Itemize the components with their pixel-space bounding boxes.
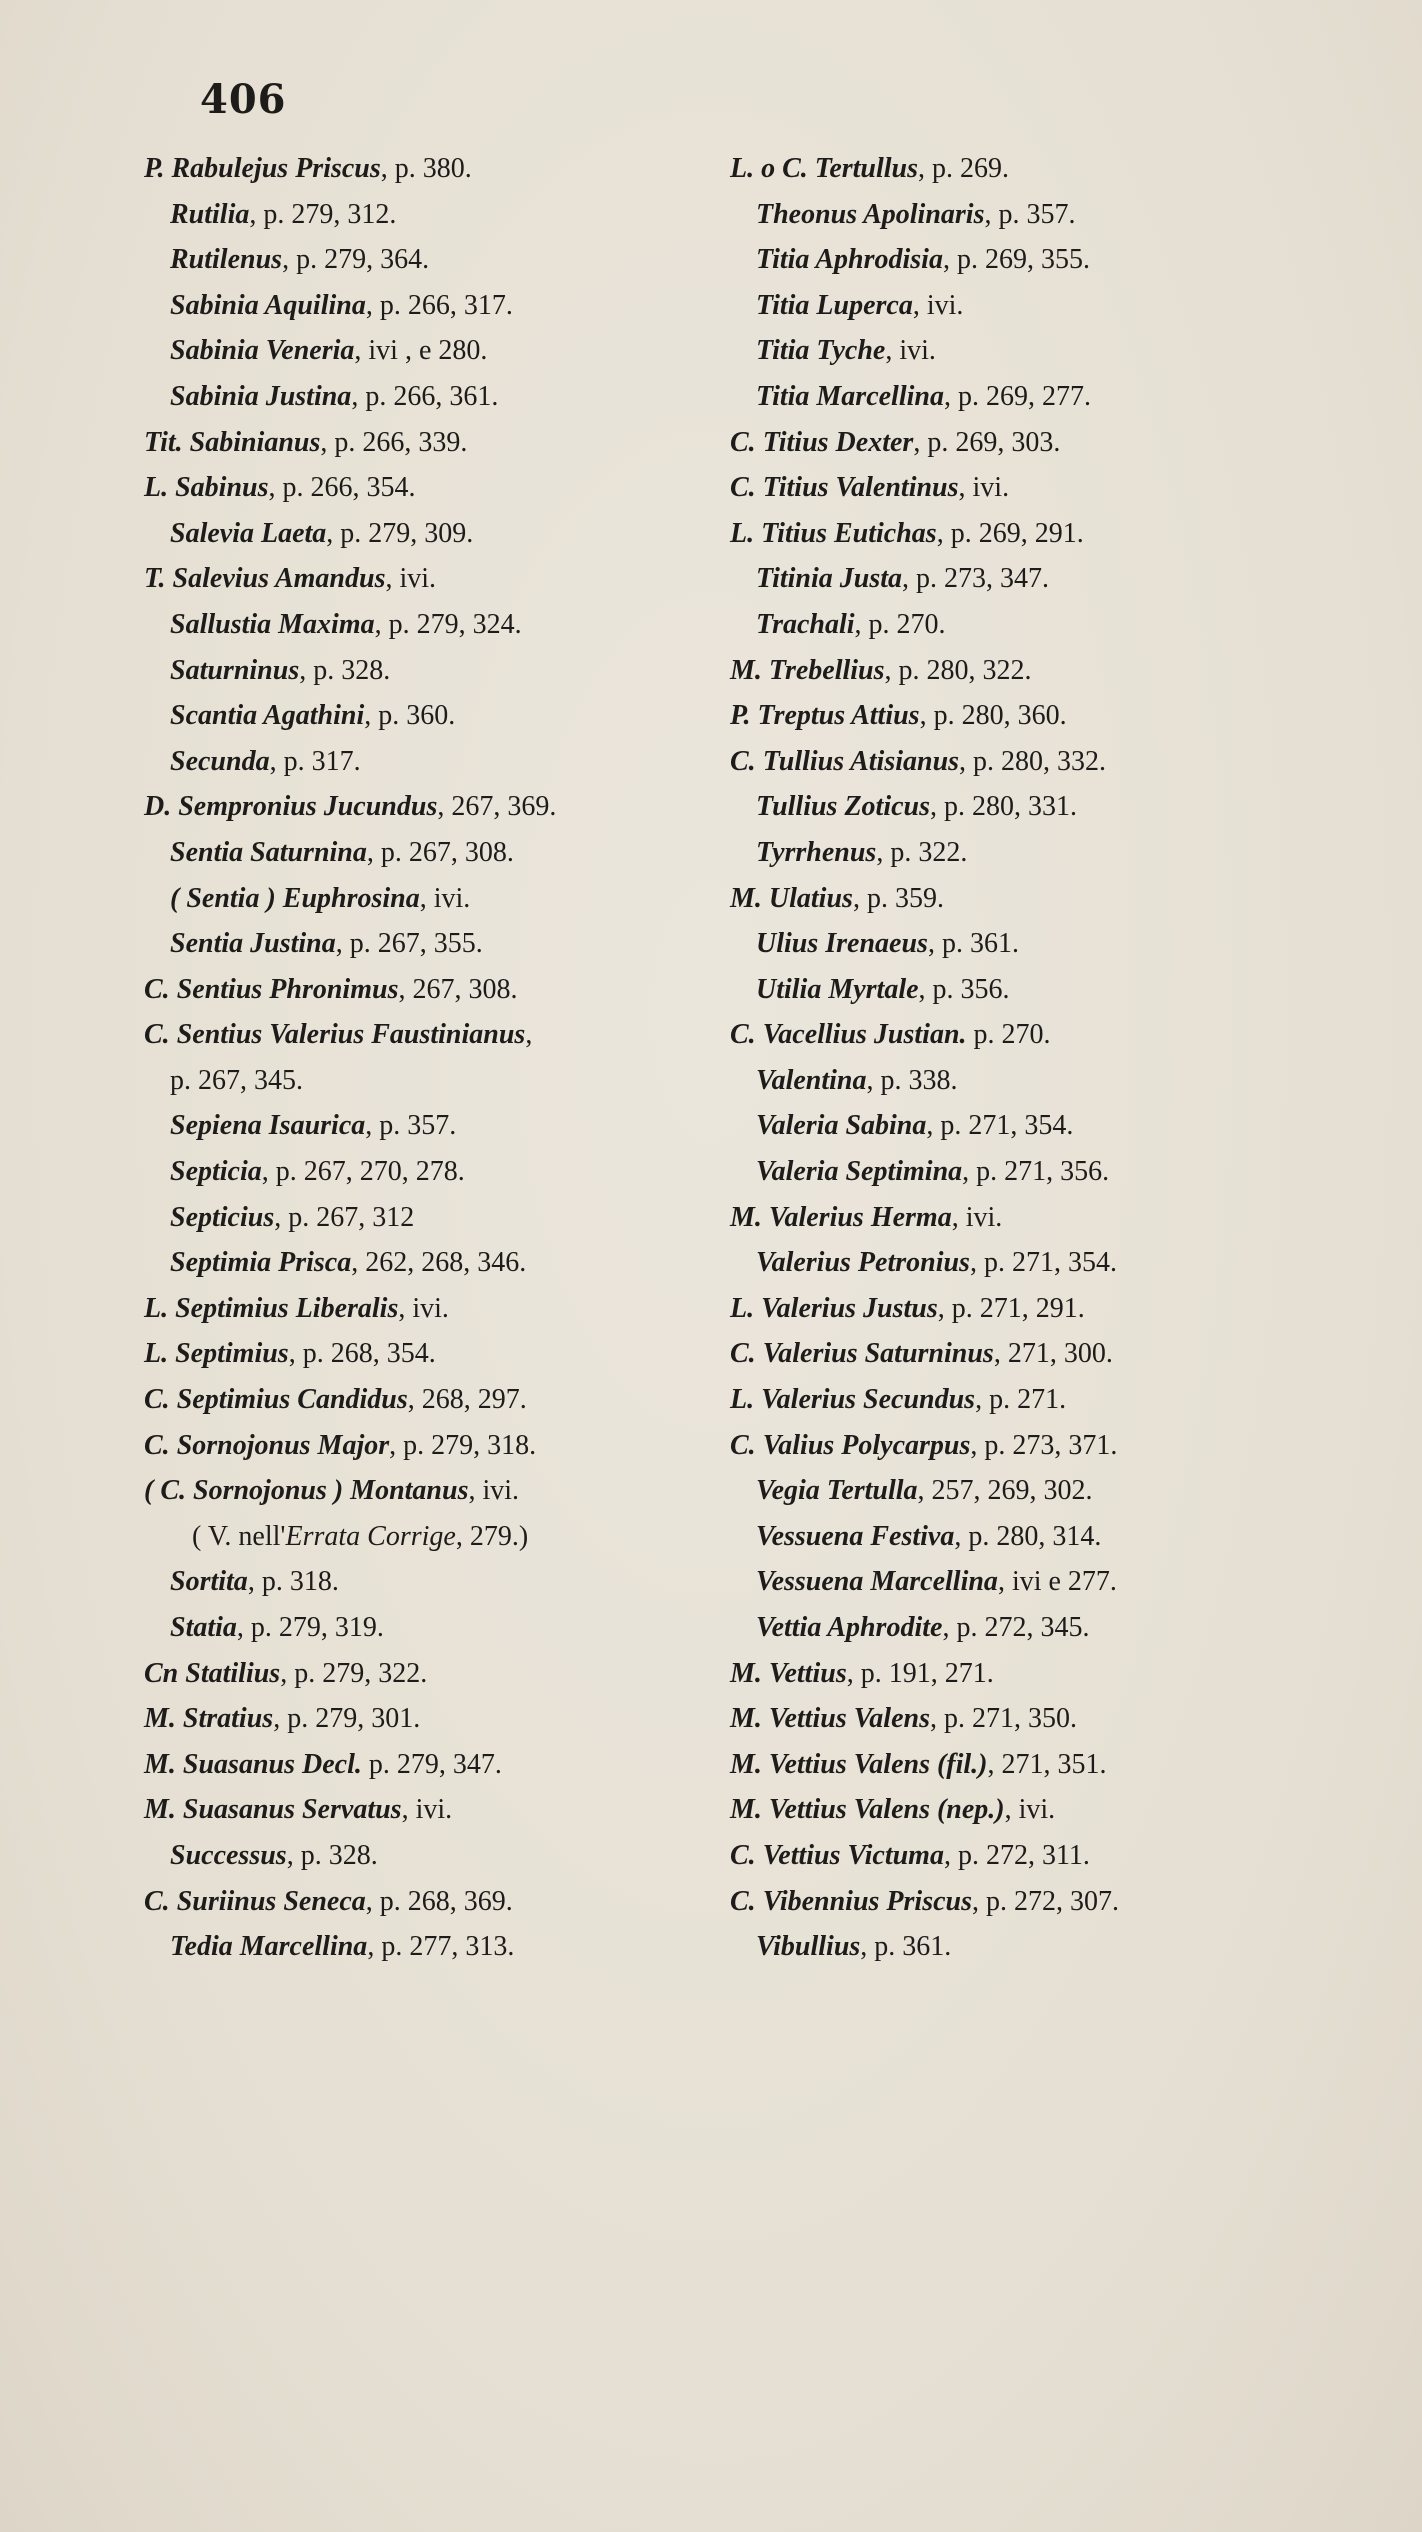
- entry-name: Vettius: [768, 1657, 847, 1689]
- index-entry: [144, 283, 724, 329]
- index-entry: [144, 192, 724, 238]
- entry-name: Septimius Liberalis: [175, 1292, 399, 1324]
- page-reference: , p. 271, 354.: [969, 1247, 1117, 1279]
- index-entry: [730, 1331, 1320, 1377]
- index-entry: [730, 967, 1320, 1013]
- page-reference: , p. 271, 354.: [926, 1110, 1074, 1142]
- page-reference: , p. 267, 270, 278.: [261, 1156, 465, 1188]
- index-entry: [730, 1879, 1320, 1925]
- entry-name: Titia Tyche: [756, 335, 886, 367]
- praenomen: C.: [730, 1338, 763, 1370]
- index-entry: [144, 556, 724, 602]
- page-reference: , ivi.: [1004, 1794, 1056, 1826]
- index-entry: [730, 1195, 1320, 1241]
- page-reference: , p. 266, 361.: [351, 380, 499, 412]
- index-entry: [730, 237, 1320, 283]
- entry-name: Titius Eutichas: [761, 517, 937, 549]
- praenomen: P.: [730, 700, 758, 732]
- page-reference: , p. 357.: [365, 1110, 457, 1142]
- praenomen: P.: [144, 153, 172, 184]
- entry-name: Sabinia Veneria: [170, 335, 355, 367]
- index-entry: [144, 876, 724, 922]
- index-entry: [144, 693, 724, 739]
- errata-title: Errata Corrige: [285, 1520, 456, 1552]
- entry-name: Septicia: [170, 1156, 262, 1188]
- entry-name: Tyrrhenus: [756, 836, 877, 868]
- praenomen: M.: [730, 654, 769, 686]
- page-reference: , p. 280, 322.: [884, 654, 1032, 686]
- page-reference: , ivi , e 280.: [354, 335, 488, 367]
- entry-name: Ulius Irenaeus: [756, 928, 928, 960]
- index-entry: [144, 1559, 724, 1605]
- page-reference: , ivi.: [385, 563, 437, 595]
- praenomen: M.: [730, 1794, 769, 1826]
- page-reference: , 267, 369.: [437, 791, 557, 823]
- entry-name: Rutilenus: [170, 244, 283, 276]
- praenomen: C.: [730, 426, 763, 458]
- entry-name: Rutilia: [170, 198, 250, 230]
- entry-name: Valeria Septimina: [756, 1156, 963, 1188]
- page-reference: , p. 361.: [927, 928, 1019, 960]
- index-entry: [144, 1879, 724, 1925]
- index-entry: [144, 328, 724, 374]
- entry-name: Vibullius: [756, 1931, 861, 1963]
- page-reference: , p. 271, 291.: [937, 1292, 1085, 1324]
- index-entry: [144, 1696, 724, 1742]
- entry-name: Titius Valentinus: [762, 472, 959, 504]
- page-reference: , p. 267, 312: [274, 1201, 415, 1233]
- page-reference: p. 279, 347.: [361, 1748, 502, 1780]
- entry-name: Valentina: [756, 1064, 867, 1096]
- index-entry: [730, 328, 1320, 374]
- index-entry: [730, 876, 1320, 922]
- index-entry: [144, 1468, 724, 1514]
- index-entry: [730, 374, 1320, 420]
- entry-name: Vessuena Festiva: [756, 1520, 955, 1552]
- page-reference: , p. 269, 291.: [936, 517, 1084, 549]
- page-reference: , 271, 300.: [993, 1338, 1113, 1370]
- praenomen: M.: [730, 1201, 769, 1233]
- page-reference: , p. 279, 301.: [273, 1703, 421, 1735]
- index-entry: [144, 465, 724, 511]
- entry-name: Statia: [170, 1612, 237, 1643]
- page-number: 406: [200, 76, 287, 123]
- index-entry: [144, 1651, 724, 1697]
- index-entry: [730, 1286, 1320, 1332]
- index-entry: [730, 465, 1320, 511]
- page-reference: , p. 328.: [286, 1839, 378, 1871]
- page-reference: , p. 273, 371.: [970, 1429, 1118, 1461]
- entry-name: Valerius Secundus: [761, 1384, 976, 1416]
- entry-name: Valius Polycarpus: [762, 1429, 971, 1461]
- praenomen: C.: [730, 1429, 763, 1461]
- index-entry: [144, 1833, 724, 1879]
- index-entry: [144, 1240, 724, 1286]
- entry-name: Septimius Candidus: [176, 1384, 408, 1416]
- page-reference: , 262, 268, 346.: [351, 1247, 527, 1279]
- entry-name: Sentia Saturnina: [170, 836, 367, 868]
- entry-name: Titius Dexter: [762, 426, 914, 458]
- entry-name: Vettius Valens (fil.): [768, 1748, 988, 1780]
- praenomen: M.: [730, 1748, 769, 1780]
- entry-name: Titinia Justa: [756, 563, 903, 595]
- errata-reference: , 279.): [455, 1520, 529, 1552]
- praenomen: M.: [730, 1703, 769, 1735]
- praenomen: M.: [144, 1794, 183, 1826]
- page-reference: , p. 279, 319.: [236, 1612, 384, 1643]
- index-entry: [144, 146, 724, 192]
- page-reference: , p. 277, 313.: [367, 1931, 515, 1963]
- page-reference: , p. 269, 303.: [913, 426, 1061, 458]
- entry-name: Vacellius Justian.: [762, 1019, 967, 1051]
- entry-name: ( C. Sornojonus ) Montanus: [144, 1475, 469, 1507]
- page-reference: , p. 266, 317.: [365, 289, 513, 321]
- entry-name: Tullius Atisianus: [762, 745, 960, 777]
- index-entry: [730, 1377, 1320, 1423]
- index-entry: [730, 1240, 1320, 1286]
- index-entry: [730, 420, 1320, 466]
- entry-name: Valerius Justus: [761, 1292, 938, 1324]
- entry-name: Stratius: [182, 1703, 274, 1735]
- index-entry: [144, 1195, 724, 1241]
- index-entry: [730, 1514, 1320, 1560]
- index-entry: [144, 739, 724, 785]
- entry-name: Sornojonus Major: [176, 1429, 390, 1461]
- page-reference: , p. 271, 356.: [962, 1156, 1110, 1188]
- index-entry: [730, 1559, 1320, 1605]
- entry-name: ( Sentia ) Euphrosina: [170, 882, 420, 914]
- praenomen: C.: [730, 472, 763, 504]
- entry-name: Titia Marcellina: [756, 380, 944, 412]
- index-entry: [730, 1833, 1320, 1879]
- index-entry: [144, 921, 724, 967]
- page-reference: , p. 359.: [852, 882, 944, 914]
- praenomen: L.: [730, 1292, 762, 1324]
- entry-name: Valerius Saturninus: [762, 1338, 994, 1370]
- page-reference: , 267, 308.: [398, 973, 518, 1005]
- entry-name: Sabinianus: [189, 426, 321, 458]
- page-reference: , p. 317.: [269, 745, 361, 777]
- index-entry: [144, 374, 724, 420]
- praenomen: C.: [730, 1885, 763, 1917]
- page-reference: , p. 328.: [299, 654, 391, 686]
- page-reference: , p. 280, 331.: [930, 791, 1078, 823]
- page-reference: , ivi e 277.: [997, 1566, 1117, 1598]
- index-entry: [730, 1924, 1320, 1970]
- praenomen: L. o C.: [730, 153, 815, 184]
- index-entry: [144, 1742, 724, 1788]
- entry-name: Vibennius Priscus: [762, 1885, 972, 1917]
- entry-name: Septimius: [175, 1338, 289, 1370]
- page-reference: , p. 380.: [380, 153, 472, 184]
- praenomen: Tit.: [144, 426, 190, 458]
- entry-name: Sortita: [170, 1566, 248, 1598]
- entry-name: Titia Aphrodisia: [756, 244, 943, 276]
- praenomen: D.: [144, 791, 179, 823]
- page-reference: , ivi.: [468, 1475, 520, 1507]
- page-reference: , p. 267, 308.: [366, 836, 514, 868]
- index-column-right: [730, 146, 1320, 1970]
- index-entry: [144, 1377, 724, 1423]
- page-reference: , p. 269, 355.: [942, 244, 1090, 276]
- entry-name: Valeria Sabina: [756, 1110, 927, 1142]
- page-reference: , p. 272, 345.: [942, 1612, 1090, 1643]
- page-reference: , p. 279, 312.: [249, 198, 397, 230]
- praenomen: L.: [730, 517, 762, 549]
- page-reference: , ivi.: [401, 1794, 453, 1826]
- entry-name: Statilius: [185, 1657, 281, 1689]
- entry-name: Vegia Tertulla: [756, 1475, 918, 1507]
- praenomen: T.: [144, 563, 173, 595]
- index-entry: [144, 420, 724, 466]
- entry-name: Sabinia Aquilina: [170, 289, 366, 321]
- page-reference: , p. 272, 311.: [943, 1839, 1090, 1871]
- page-reference: , p. 279, 364.: [282, 244, 430, 276]
- page-reference: , ivi.: [958, 472, 1010, 504]
- entry-name: Vettius Valens: [768, 1703, 930, 1735]
- page-reference: , p. 318.: [247, 1566, 339, 1598]
- entry-name: Ulatius: [768, 882, 853, 914]
- entry-name: Valerius Herma: [768, 1201, 952, 1233]
- entry-name: Tullius Zoticus: [756, 791, 931, 823]
- index-entry: [730, 830, 1320, 876]
- entry-name: Suasanus Decl.: [182, 1748, 362, 1780]
- page-reference: , p. 280, 360.: [919, 700, 1067, 732]
- entry-name: Sentius Valerius Faustinianus: [176, 1019, 526, 1051]
- index-entry: [730, 1787, 1320, 1833]
- index-entry: [730, 1423, 1320, 1469]
- praenomen: C.: [730, 745, 763, 777]
- entry-name: Scantia Agathini: [170, 700, 365, 732]
- page-reference: , p. 268, 354.: [288, 1338, 436, 1370]
- page-reference: , p. 356.: [918, 973, 1010, 1005]
- index-entry: [144, 1149, 724, 1195]
- index-entry: [144, 1423, 724, 1469]
- praenomen: C.: [144, 1019, 177, 1051]
- page-reference: ( V. nell': [192, 1520, 286, 1552]
- page-reference: ,: [525, 1019, 533, 1051]
- entry-name: Successus: [170, 1839, 287, 1871]
- index-entry: [144, 237, 724, 283]
- entry-name: Sabinus: [175, 472, 269, 504]
- entry-name: Sempronius Jucundus: [178, 791, 438, 823]
- praenomen: C.: [144, 1885, 177, 1917]
- index-entry: [730, 556, 1320, 602]
- page-reference: , ivi.: [951, 1201, 1003, 1233]
- entry-name: Septicius: [170, 1201, 275, 1233]
- page-reference: , 271, 351.: [987, 1748, 1107, 1780]
- page-reference: , p. 280, 332.: [959, 745, 1107, 777]
- praenomen: M.: [144, 1703, 183, 1735]
- entry-name: Secunda: [170, 745, 270, 777]
- index-entry: [730, 693, 1320, 739]
- page-reference: , ivi.: [912, 289, 964, 321]
- index-entry: [730, 602, 1320, 648]
- page-reference: , p. 267, 355.: [335, 928, 483, 960]
- index-entry: [144, 602, 724, 648]
- entry-name: Sabinia Justina: [170, 380, 352, 412]
- index-entry: [144, 1103, 724, 1149]
- praenomen: L.: [730, 1384, 762, 1416]
- index-entry: [730, 648, 1320, 694]
- page-reference: , p. 361.: [860, 1931, 952, 1963]
- page-reference: , p. 268, 369.: [365, 1885, 513, 1917]
- entry-name: Trebellius: [768, 654, 885, 686]
- entry-name: Vettia Aphrodite: [756, 1612, 943, 1643]
- index-entry: [730, 146, 1320, 192]
- index-entry: [730, 1149, 1320, 1195]
- index-entry: [144, 1012, 724, 1058]
- page-reference: , 257, 269, 302.: [917, 1475, 1093, 1507]
- praenomen: C.: [144, 1384, 177, 1416]
- page-reference: , p. 360.: [364, 700, 456, 732]
- page-reference: , p. 273, 347.: [902, 563, 1050, 595]
- page-reference: , p. 279, 322.: [280, 1657, 428, 1689]
- praenomen: M.: [730, 1657, 769, 1689]
- index-entry: [144, 1286, 724, 1332]
- index-entry: [730, 1468, 1320, 1514]
- entry-name: Septimia Prisca: [170, 1247, 352, 1279]
- page-reference: , ivi.: [885, 335, 936, 367]
- entry-name: Sentius Phronimus: [176, 973, 399, 1005]
- page-reference: p. 270.: [966, 1019, 1051, 1051]
- page-reference: , 268, 297.: [407, 1384, 527, 1416]
- index-entry: [144, 1331, 724, 1377]
- entry-name: Tedia Marcellina: [170, 1931, 368, 1963]
- page-reference: , p. 280, 314.: [954, 1520, 1102, 1552]
- index-entry: [144, 1924, 724, 1970]
- entry-name: Salevia Laeta: [170, 517, 327, 549]
- entry-name: Vettius Victuma: [762, 1839, 944, 1871]
- page-reference: p. 267, 345.: [170, 1064, 303, 1096]
- entry-name: Vessuena Marcellina: [756, 1566, 998, 1598]
- index-entry: [730, 511, 1320, 557]
- entry-name: Titia Luperca: [756, 289, 913, 321]
- page-reference: , p. 271.: [975, 1384, 1067, 1416]
- praenomen: C.: [144, 973, 177, 1005]
- page-reference: , p. 270.: [854, 608, 946, 640]
- index-entry: [730, 1058, 1320, 1104]
- page-reference: , p. 191, 271.: [846, 1657, 994, 1689]
- index-entry: [730, 192, 1320, 238]
- entry-name: Suriinus Seneca: [176, 1885, 366, 1917]
- index-entry: [144, 1605, 724, 1651]
- index-entry: [730, 739, 1320, 785]
- entry-name: Theonus Apolinaris: [756, 198, 985, 230]
- praenomen: C.: [730, 1839, 763, 1871]
- entry-name: Saturninus: [170, 654, 300, 686]
- page-reference: , p. 272, 307.: [972, 1885, 1119, 1917]
- page-reference: , p. 357.: [984, 198, 1076, 230]
- entry-name: Tertullus: [814, 153, 919, 184]
- entry-name: Treptus Attius: [757, 700, 920, 732]
- page-reference: , p. 269, 277.: [943, 380, 1091, 412]
- page-reference: , p. 279, 318.: [389, 1429, 537, 1461]
- index-entry: [144, 1787, 724, 1833]
- page-reference: , p. 279, 324.: [374, 608, 522, 640]
- page-reference: , p. 279, 309.: [326, 517, 474, 549]
- index-entry: [144, 1058, 724, 1104]
- index-entry: [144, 1514, 724, 1560]
- praenomen: L.: [144, 1338, 176, 1370]
- entry-name: Sentia Justina: [170, 928, 336, 960]
- praenomen: C.: [730, 1019, 763, 1051]
- index-entry: [730, 1103, 1320, 1149]
- page-reference: , ivi.: [419, 882, 471, 914]
- entry-name: Suasanus Servatus: [182, 1794, 402, 1826]
- entry-name: Salevius Amandus: [172, 563, 386, 595]
- index-entry: [144, 511, 724, 557]
- praenomen: L.: [144, 472, 176, 504]
- praenomen: M.: [730, 882, 769, 914]
- index-entry: [730, 784, 1320, 830]
- index-entry: [730, 1696, 1320, 1742]
- index-entry: [144, 648, 724, 694]
- index-entry: [730, 1605, 1320, 1651]
- index-entry: [730, 1651, 1320, 1697]
- entry-name: Utilia Myrtale: [756, 973, 919, 1005]
- index-entry: [144, 784, 724, 830]
- page-reference: , p. 271, 350.: [929, 1703, 1077, 1735]
- index-entry: [144, 830, 724, 876]
- entry-name: Valerius Petronius: [756, 1247, 970, 1279]
- page-reference: , p. 266, 354.: [268, 472, 416, 504]
- entry-name: Trachali: [756, 608, 855, 640]
- index-entry: [730, 1742, 1320, 1788]
- entry-name: Sallustia Maxima: [170, 608, 375, 640]
- page-reference: , ivi.: [398, 1292, 449, 1324]
- praenomen: L.: [144, 1292, 176, 1324]
- index-entry: [144, 967, 724, 1013]
- page-reference: , p. 266, 339.: [320, 426, 468, 458]
- page-reference: , p. 322.: [876, 836, 968, 868]
- index-column-left: [144, 146, 724, 1970]
- entry-name: Sepiena Isaurica: [170, 1110, 366, 1142]
- index-entry: [730, 283, 1320, 329]
- praenomen: M.: [144, 1748, 183, 1780]
- praenomen: Cn: [144, 1657, 186, 1689]
- entry-name: Rabulejus Priscus: [171, 153, 381, 184]
- entry-name: Vettius Valens (nep.): [768, 1794, 1005, 1826]
- page-reference: , p. 269.: [918, 153, 1010, 184]
- praenomen: C.: [144, 1429, 177, 1461]
- page-reference: , p. 338.: [866, 1064, 958, 1096]
- index-entry: [730, 1012, 1320, 1058]
- index-entry: [730, 921, 1320, 967]
